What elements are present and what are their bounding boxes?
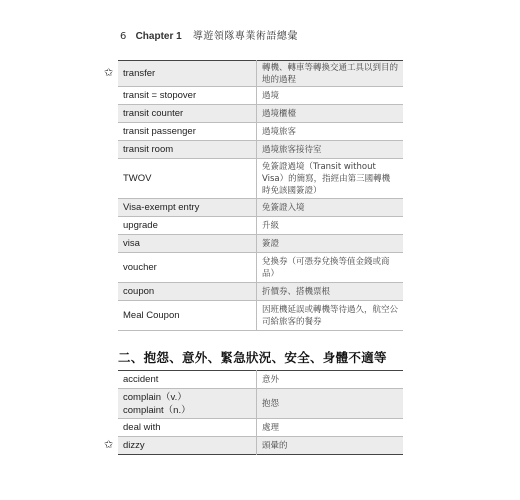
table-row: [118, 199, 403, 217]
term-english: transfer: [123, 68, 156, 79]
term-english: voucher: [123, 262, 157, 273]
table-row: [118, 419, 403, 437]
running-title: 導遊領隊專業術語總彙: [192, 31, 298, 42]
table-row: [118, 389, 403, 419]
chapter-label: Chapter 1: [135, 31, 182, 42]
term-chinese: 意外: [257, 371, 404, 389]
vocab-table-complaints: [118, 370, 403, 455]
term-chinese: 簽證: [257, 235, 404, 253]
term-english: transit counter: [123, 108, 184, 119]
term-english: accident: [123, 374, 159, 385]
term-english: dizzy: [123, 440, 145, 451]
term-english: TWOV: [123, 173, 152, 184]
vocab-table-transit: [118, 60, 403, 331]
term-english: coupon: [123, 286, 155, 297]
term-chinese: 過境旅客: [257, 123, 404, 141]
table-row: [118, 217, 403, 235]
table-row: [118, 371, 403, 389]
term-chinese: 抱怨: [257, 389, 404, 419]
section-heading: 二、抱怨、意外、緊急狀況、安全、身體不適等: [118, 350, 387, 365]
term-english: transit passenger: [123, 126, 196, 137]
term-chinese: 升級: [257, 217, 404, 235]
table-row: [118, 87, 403, 105]
term-english: upgrade: [123, 220, 158, 231]
table-row: [118, 437, 403, 455]
star-icon: ✩: [104, 66, 114, 79]
term-chinese: 過境櫃檯: [257, 105, 404, 123]
term-chinese: 兌換券（可憑券兌換等值金錢或商品）: [257, 253, 404, 283]
page-header: [120, 27, 298, 42]
table-row: [118, 283, 403, 301]
term-chinese: 過境旅客接待室: [257, 141, 404, 159]
term-english: deal with: [123, 422, 161, 433]
table-row: [118, 253, 403, 283]
term-chinese: 轉機、轉車等轉換交通工具以到目的地的過程: [257, 61, 404, 87]
term-chinese: 因班機延誤或轉機等待過久，航空公司給旅客的餐券: [257, 301, 404, 331]
term-english: Visa-exempt entry: [123, 202, 200, 213]
table-row: [118, 123, 403, 141]
table-row: [118, 141, 403, 159]
table-row: [118, 301, 403, 331]
term-english: visa: [123, 238, 140, 249]
term-chinese: 折價券、搭機票根: [257, 283, 404, 301]
page-number: 6: [120, 31, 127, 42]
table-row: [118, 61, 403, 87]
star-icon: ✩: [104, 438, 114, 451]
term-chinese: 免簽證入境: [257, 199, 404, 217]
term-chinese: 過境: [257, 87, 404, 105]
term-chinese: 頭暈的: [257, 437, 404, 455]
term-english: Meal Coupon: [123, 310, 180, 321]
term-chinese: 免簽證過境（Transit without Visa）的簡寫，指經由第三國轉機時免該國簽證）: [257, 159, 404, 199]
term-english: transit = stopover: [123, 90, 197, 101]
table-row: [118, 105, 403, 123]
term-english: transit room: [123, 144, 174, 155]
term-chinese: 處理: [257, 419, 404, 437]
table-row: [118, 235, 403, 253]
term-english: complain（v.） complaint（n.）: [123, 391, 191, 416]
table-row: [118, 159, 403, 199]
